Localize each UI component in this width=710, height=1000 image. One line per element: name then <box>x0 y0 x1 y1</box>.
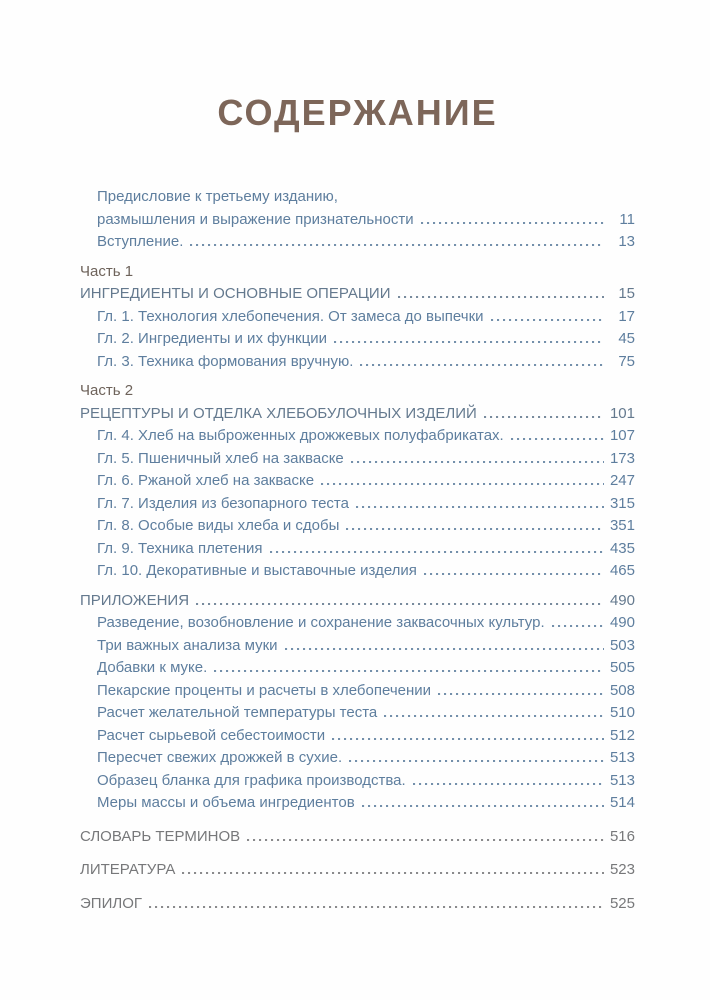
toc-leader-dots <box>196 603 604 605</box>
toc-leader-dots <box>413 783 604 785</box>
toc-page-number: 510 <box>609 704 635 721</box>
toc-leader-dots <box>182 872 604 874</box>
toc-leader-dots <box>346 528 604 530</box>
toc-row <box>80 680 635 703</box>
toc-row <box>80 261 635 284</box>
toc-leader-dots <box>190 244 604 246</box>
toc-page-number: 351 <box>609 517 635 534</box>
toc-row-label: ЭПИЛОГ <box>80 894 142 912</box>
toc-row <box>80 515 635 538</box>
toc-row <box>80 351 635 374</box>
toc-page-number: 512 <box>609 726 635 744</box>
toc-row <box>80 859 635 882</box>
toc-page-number: 514 <box>609 794 635 811</box>
toc-row-label: Часть 1 <box>80 262 134 280</box>
toc-page-number: 523 <box>609 861 635 878</box>
toc-page-number: 45 <box>618 330 635 347</box>
toc-row-label: РЕЦЕПТУРЫ И ОТДЕЛКА ХЛЕБОБУЛОЧНЫХ ИЗДЕЛИЙ <box>80 404 477 422</box>
toc-page-number: 465 <box>609 562 635 579</box>
toc-row <box>80 306 635 329</box>
toc-page-number: 513 <box>609 749 635 766</box>
toc-row-label: Гл. 7. Изделия из безопарного теста <box>97 494 349 512</box>
toc-row-label: Гл. 8. Особые виды хлеба и сдобы <box>97 517 340 534</box>
toc-row-label: Гл. 4. Хлеб на выброженных дрожжевых полуфабрикатах. <box>97 427 504 444</box>
toc-row <box>80 590 635 613</box>
toc-row <box>80 231 635 254</box>
toc-page-number: 513 <box>609 771 635 789</box>
toc-row-label: Образец бланка для графика производства. <box>97 771 406 789</box>
toc-row-label: Пересчет свежих дрожжей в сухие. <box>97 749 343 766</box>
toc-row-label: ПРИЛОЖЕНИЯ <box>80 591 190 609</box>
toc-row <box>80 893 635 916</box>
toc-row-label: Три важных анализа муки <box>97 636 278 654</box>
toc-row-label: Гл. 2. Ингредиенты и их функции <box>97 330 327 347</box>
toc-page-number: 13 <box>618 233 635 250</box>
toc-page-number: 490 <box>609 614 635 631</box>
toc-page-number: 101 <box>609 404 635 422</box>
toc-page-number: 173 <box>609 449 635 467</box>
toc-row <box>80 792 635 815</box>
toc-page-number: 516 <box>609 827 635 845</box>
toc-row-label: Расчет сырьевой себестоимости <box>97 726 326 744</box>
toc-leader-dots <box>351 461 604 463</box>
toc-leader-dots <box>511 438 604 440</box>
toc-leader-dots <box>321 483 604 485</box>
toc-leader-dots <box>332 738 604 740</box>
toc-page-number: 11 <box>619 210 635 228</box>
toc-row <box>80 328 635 351</box>
toc-page-number: 490 <box>609 591 635 609</box>
toc-row <box>80 493 635 516</box>
toc-leader-dots <box>247 839 604 841</box>
toc-page-number: 315 <box>609 494 635 512</box>
toc-leader-dots <box>285 648 604 650</box>
toc-row <box>80 380 635 403</box>
toc-row <box>80 448 635 471</box>
toc-leader-dots <box>349 760 604 762</box>
toc-row-label: ЛИТЕРАТУРА <box>80 861 176 878</box>
toc-row <box>80 186 635 209</box>
toc-page-number: 525 <box>609 894 635 912</box>
toc-leader-dots <box>270 551 605 553</box>
toc-page-number: 505 <box>609 659 635 676</box>
toc-row <box>80 283 635 306</box>
toc-row <box>80 657 635 680</box>
toc-row-label: Гл. 6. Ржаной хлеб на закваске <box>97 472 315 489</box>
toc-leader-dots <box>334 341 604 343</box>
toc-leader-dots <box>362 805 604 807</box>
toc-leader-dots <box>149 906 604 908</box>
toc-row <box>80 470 635 493</box>
toc-row <box>80 635 635 658</box>
toc-leader-dots <box>421 222 604 224</box>
toc-page-number: 17 <box>618 307 635 325</box>
toc-row <box>80 425 635 448</box>
toc-row-label: Гл. 9. Техника плетения <box>97 539 263 557</box>
toc-leader-dots <box>214 670 604 672</box>
toc-page-number: 75 <box>618 352 635 370</box>
toc-row-label: Пекарские проценты и расчеты в хлебопечении <box>97 681 432 699</box>
toc-leader-dots <box>484 416 604 418</box>
toc-row-label: Гл. 5. Пшеничный хлеб на закваске <box>97 449 344 467</box>
toc-leader-dots <box>491 319 604 321</box>
toc-row-label: ИНГРЕДИЕНТЫ И ОСНОВНЫЕ ОПЕРАЦИИ <box>80 285 391 302</box>
toc-page-number: 247 <box>609 472 635 489</box>
toc-leader-dots <box>438 693 604 695</box>
toc-row-label: Разведение, возобновление и сохранение заквасочных культур. <box>97 614 545 631</box>
toc-row <box>80 770 635 793</box>
toc-row <box>80 725 635 748</box>
toc-leader-dots <box>398 296 605 298</box>
toc-leader-dots <box>384 715 604 717</box>
toc-row <box>80 702 635 725</box>
toc-row-label: Добавки к муке. <box>97 659 208 676</box>
page-title: СОДЕРЖАНИЕ <box>217 92 498 133</box>
toc-row <box>80 612 635 635</box>
toc-row-label: Часть 2 <box>80 382 134 399</box>
toc-row-label: Меры массы и объема ингредиентов <box>97 794 355 811</box>
toc-row-label: СЛОВАРЬ ТЕРМИНОВ <box>80 827 241 845</box>
toc-row <box>80 560 635 583</box>
toc-page-number: 15 <box>618 285 635 302</box>
toc-leader-dots <box>356 506 604 508</box>
toc-page-number: 435 <box>609 539 635 557</box>
toc-row-label: Вступление. <box>97 233 184 250</box>
toc-row <box>80 747 635 770</box>
toc-leader-dots <box>424 573 604 575</box>
toc-page-number: 107 <box>609 427 635 444</box>
toc-leader-dots <box>552 625 604 627</box>
toc-leader-dots <box>360 364 604 366</box>
toc-list <box>80 186 635 915</box>
toc-row <box>80 826 635 849</box>
toc-row <box>80 209 635 232</box>
toc-page-number: 508 <box>609 681 635 699</box>
toc-row-label: Гл. 3. Техника формования вручную. <box>97 352 354 370</box>
toc-row <box>80 538 635 561</box>
toc-row-label: Гл. 10. Декоративные и выставочные изделия <box>97 562 417 579</box>
toc-page-number: 503 <box>609 636 635 654</box>
toc-row-label: Предисловие к третьему изданию, <box>97 188 338 205</box>
toc-row-label: Расчет желательной температуры теста <box>97 704 378 721</box>
toc-row-label: Гл. 1. Технология хлебопечения. От замеса до выпечки <box>97 307 484 325</box>
toc-row-label: размышления и выражение признательности <box>97 210 414 228</box>
toc-row <box>80 403 635 426</box>
